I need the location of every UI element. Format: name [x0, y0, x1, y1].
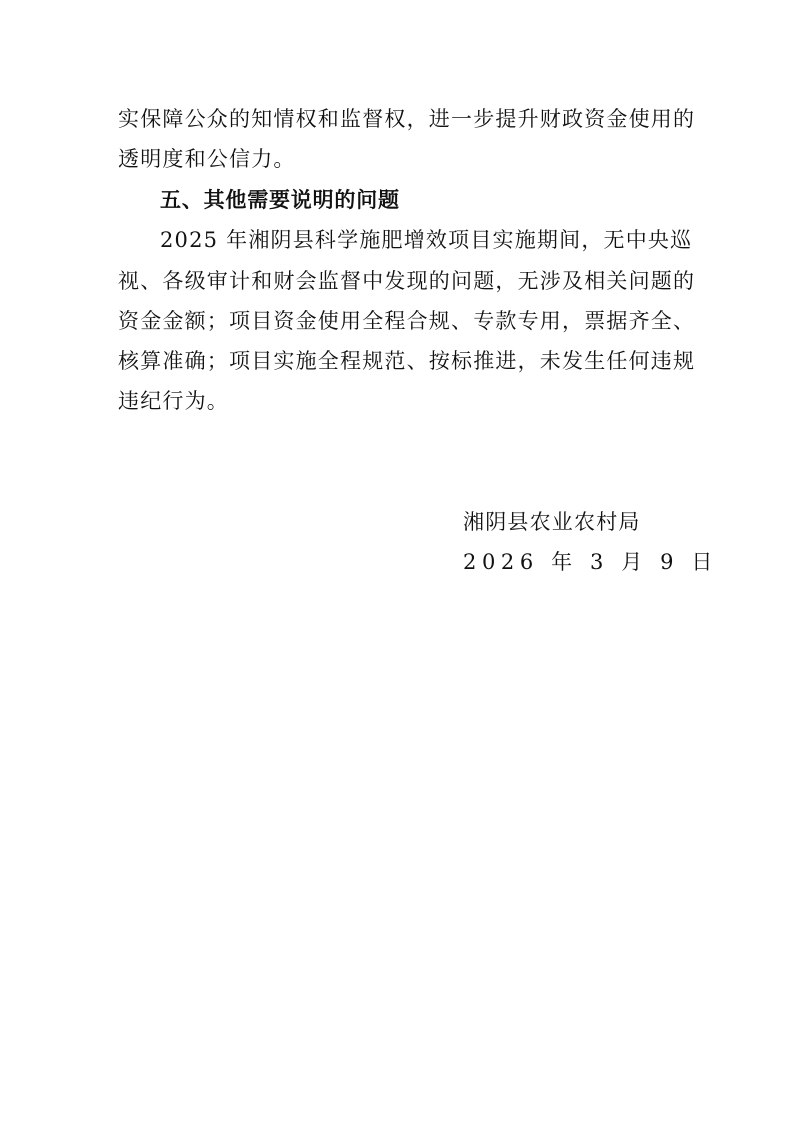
section-paragraph-line-3: 资金金额；项目资金使用全程合规、专款专用，票据齐全、: [118, 309, 696, 333]
paragraph-continuation-line-2: 透明度和公信力。: [118, 147, 296, 171]
signature-date: 2026 年 3 月 9 日: [463, 550, 718, 574]
signature-organization: 湘阴县农业农村局: [463, 510, 641, 534]
section-heading: 五、其他需要说明的问题: [160, 188, 400, 212]
section-paragraph-line-5: 违纪行为。: [118, 389, 229, 413]
paragraph-continuation-line-1: 实保障公众的知情权和监督权，进一步提升财政资金使用的: [118, 107, 696, 131]
section-paragraph-line-4: 核算准确；项目实施全程规范、按标推进，未发生任何违规: [118, 349, 696, 373]
section-paragraph-line-2: 视、各级审计和财会监督中发现的问题，无涉及相关问题的: [118, 269, 696, 293]
section-paragraph-line-1: 2025 年湘阴县科学施肥增效项目实施期间，无中央巡: [160, 228, 693, 252]
